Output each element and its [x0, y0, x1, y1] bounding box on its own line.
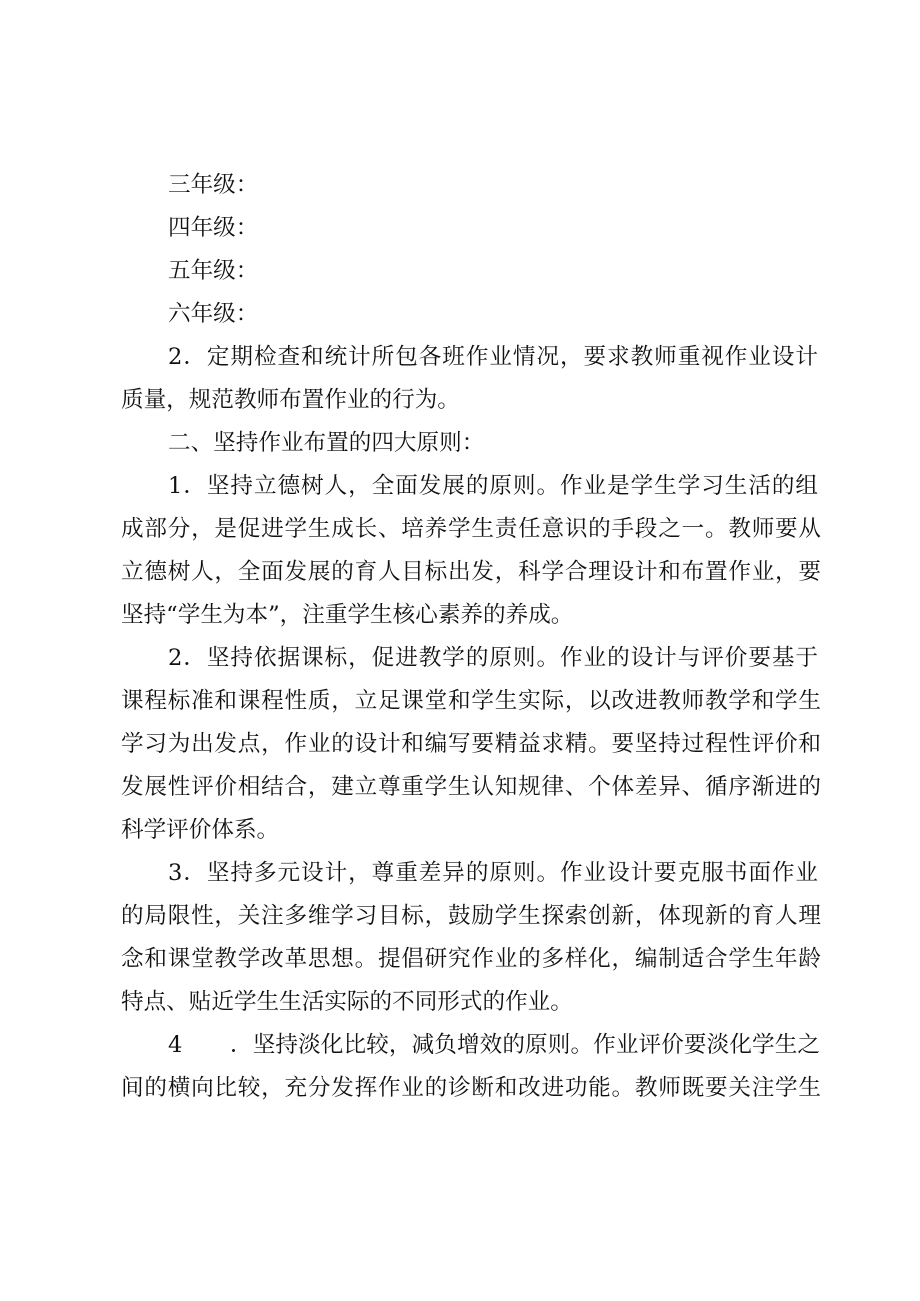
paragraph-line: 成部分，是促进学生成长、培养学生责任意识的手段之一。教师要从: [121, 516, 822, 542]
paragraph-line: 念和课堂教学改革思想。提倡研究作业的多样化，编制适合学生年龄: [121, 946, 822, 972]
section-heading: 二、坚持作业布置的四大原则：: [168, 430, 485, 456]
grade-four-label: 四年级：: [168, 215, 259, 241]
grade-six-label: 六年级：: [168, 301, 259, 327]
paragraph-line: 3．坚持多元设计，尊重差异的原则。作业设计要克服书面作业: [168, 860, 819, 886]
paragraph-line: 1．坚持立德树人，全面发展的原则。作业是学生学习生活的组: [168, 473, 819, 499]
paragraph-line: 科学评价体系。: [121, 817, 280, 843]
paragraph-line: 的局限性，关注多维学习目标，鼓励学生探索创新，体现新的育人理: [121, 903, 822, 929]
paragraph-line: 立德树人，全面发展的育人目标出发，科学合理设计和布置作业，要: [121, 559, 822, 585]
paragraph-line: ．坚持淡化比较，减负增效的原则。作业评价要淡化学生之: [230, 1032, 821, 1058]
paragraph-line: 学习为出发点，作业的设计和编写要精益求精。要坚持过程性评价和: [121, 731, 822, 757]
grade-five-label: 五年级：: [168, 258, 259, 284]
paragraph-line: 质量，规范教师布置作业的行为。: [121, 387, 460, 413]
paragraph-line: 间的横向比较，充分发挥作业的诊断和改进功能。教师既要关注学生: [121, 1075, 822, 1101]
paragraph-line: 2．坚持依据课标，促进教学的原则。作业的设计与评价要基于: [168, 645, 819, 671]
item-number: 4: [168, 1032, 183, 1058]
paragraph-line: 坚持“学生为本”，注重学生核心素养的养成。: [121, 602, 574, 628]
paragraph-line: 2．定期检查和统计所包各班作业情况，要求教师重视作业设计: [168, 344, 819, 370]
paragraph-line: 课程标准和课程性质，立足课堂和学生实际，以改进教师教学和学生: [121, 688, 822, 714]
paragraph-line: 特点、贴近学生生活实际的不同形式的作业。: [121, 989, 573, 1015]
grade-three-label: 三年级：: [168, 172, 259, 198]
paragraph-line: 发展性评价相结合，建立尊重学生认知规律、个体差异、循序渐进的: [121, 774, 822, 800]
